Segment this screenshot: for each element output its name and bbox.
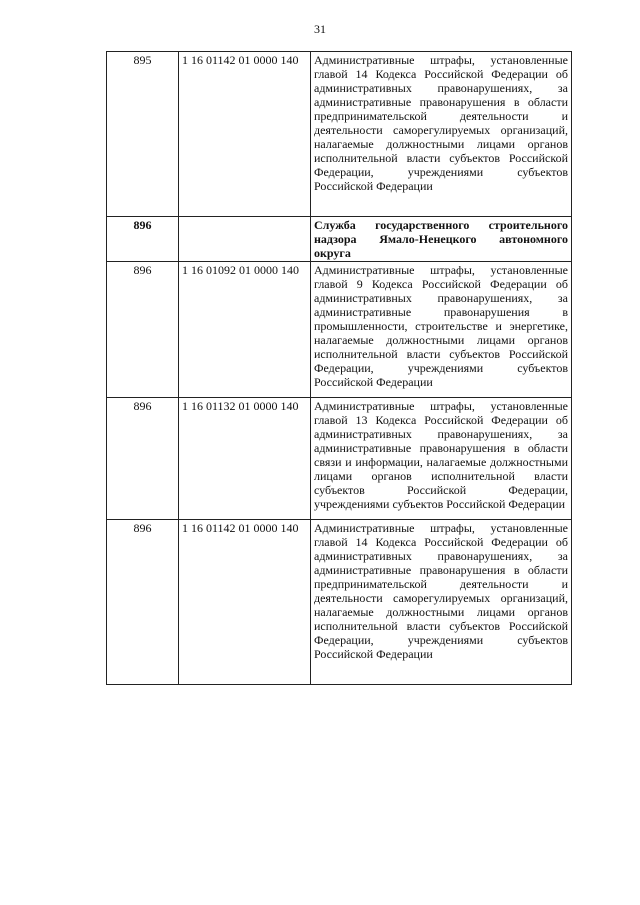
- description-cell: Административные штрафы, установленные главой 14 Кодекса Российской Федерации об административных правонарушениях, за административные правонарушения в области предпринимательской деятельности и деятельности саморегулируемых организаций, налагаемые должностными лицами органов исполнительной власти субъектов Российской Федерации, учреждениями субъектов Российской Федерации: [311, 52, 572, 217]
- admin-code-cell: 896: [107, 520, 179, 685]
- page-number: 31: [314, 22, 326, 36]
- description-cell: Административные штрафы, установленные главой 14 Кодекса Российской Федерации об административных правонарушениях, за административные правонарушения в области предпринимательской деятельности и деятельности саморегулируемых организаций, налагаемые должностными лицами органов исполнительной власти субъектов Российской Федерации, учреждениями субъектов Российской Федерации: [311, 520, 572, 685]
- admin-code-cell: 895: [107, 52, 179, 217]
- kbk-code-cell: 1 16 01132 01 0000 140: [179, 398, 311, 520]
- kbk-code-cell: 1 16 01092 01 0000 140: [179, 262, 311, 398]
- kbk-code-cell: 1 16 01142 01 0000 140: [179, 520, 311, 685]
- agency-name-cell: Служба государственного строительного надзора Ямало-Ненецкого автономного округа: [311, 217, 572, 262]
- table-row: [107, 520, 572, 685]
- kbk-code-cell: [179, 217, 311, 262]
- table-row-agency-heading: [107, 217, 572, 262]
- table-row: [107, 52, 572, 217]
- table-row: [107, 398, 572, 520]
- admin-code-cell: 896: [107, 217, 179, 262]
- table-row: [107, 262, 572, 398]
- admin-code-cell: 896: [107, 398, 179, 520]
- description-cell: Административные штрафы, установленные главой 9 Кодекса Российской Федерации об административных правонарушениях, за административные правонарушения в промышленности, строительстве и энергетике, налагаемые должностными лицами органов исполнительной власти субъектов Российской Федерации, учреждениями субъектов Российской Федерации: [311, 262, 572, 398]
- admin-code-cell: 896: [107, 262, 179, 398]
- budget-classification-table: [106, 51, 572, 685]
- kbk-code-cell: 1 16 01142 01 0000 140: [179, 52, 311, 217]
- description-cell: Административные штрафы, установленные главой 13 Кодекса Российской Федерации об административных правонарушениях, за административные правонарушения в области связи и информации, налагаемые должностными лицами органов исполнительной власти субъектов Российской Федерации, учреждениями субъектов Российской Федерации: [311, 398, 572, 520]
